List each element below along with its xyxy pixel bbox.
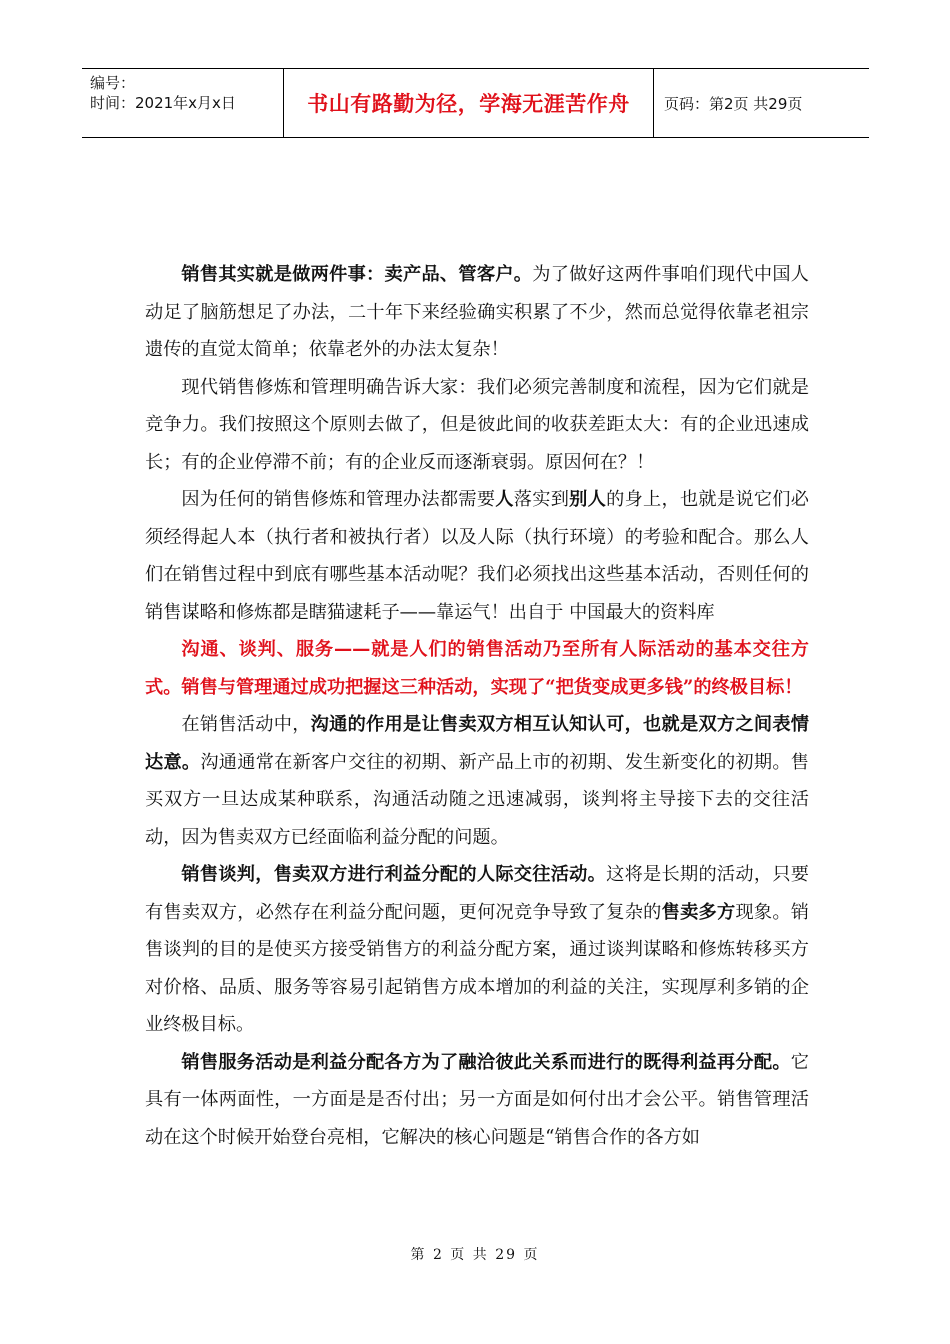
text-run: 因为任何的销售修炼和管理办法都需要: [181, 489, 496, 510]
text-run: 的身上，也就是说它们必须经得起人本（执行者和被执行者）以及人际（执行环境）的考验和配合。那么人们在销售过程中到底有哪些基本活动呢？我们必须找出这些基本活动，否则任何的销售谋略和修炼都是瞎猫逮耗子——靠运气！出自于 中国最大的资料库: [145, 489, 809, 623]
bold-text-run: 沟通的作用是让售卖双方相互认知认可，也就是双方之间表情达意。: [145, 714, 809, 773]
text-run: 在销售活动中，: [181, 714, 311, 735]
paragraph: [145, 369, 809, 482]
text-run: 它具有一体两面性，一方面是是否付出；另一方面是如何付出才会公平。销售管理活动在这个时候开始登台亮相，它解决的核心问题是“销售合作的各方如: [145, 1051, 809, 1148]
bold-text-run: 销售其实就是做两件事：卖产品、管客户。: [181, 264, 533, 285]
document-header: [82, 68, 869, 138]
header-page-info: 页码：第2页 共29页: [664, 94, 803, 113]
time-label: 时间：2021年x月x日: [90, 94, 236, 112]
text-run: 沟通通常在新客户交往的初期、新产品上市的初期、发生新变化的初期。售买双方一旦达成某种联系，沟通活动随之迅速减弱，谈判将主导接下去的交往活动，因为售卖双方已经面临利益分配的问题。: [145, 751, 809, 848]
bold-text-run: 别人: [569, 489, 607, 510]
text-run: 现象。销售谈判的目的是使买方接受销售方的利益分配方案，通过谈判谋略和修炼转移买方对价格、品质、服务等容易引起销售方成本增加的利益的关注，实现厚利多销的企业终极目标。: [145, 901, 809, 1035]
bold-text-run: 人: [495, 489, 514, 510]
paragraph: [145, 706, 809, 856]
number-label: 编号：: [90, 74, 136, 92]
text-run: 落实到: [513, 489, 570, 510]
text-run: 这将是长期的活动，只要有售卖双方，必然存在利益分配问题，更何况竞争导致了复杂的: [145, 864, 809, 923]
document-body: [145, 256, 809, 1156]
paragraph: [145, 1044, 809, 1157]
text-run: 现代销售修炼和管理明确告诉大家：我们必须完善制度和流程，因为它们就是竞争力。我们按照这个原则去做了，但是彼此间的收获差距太大：有的企业迅速成长；有的企业停滞不前；有的企业反而逐渐衰弱。原因何在？！: [145, 376, 809, 473]
header-meta: [82, 69, 284, 137]
bold-text-run: 销售服务活动是利益分配各方为了融洽彼此关系而进行的既得利益再分配。: [181, 1051, 791, 1073]
bold-text-run: 售卖多方: [661, 901, 736, 923]
paragraph: [145, 631, 809, 706]
header-motto: 书山有路勤为径，学海无涯苦作舟: [284, 69, 654, 137]
page-footer: 第 2 页 共 29 页: [410, 1247, 540, 1263]
bold-text-run: 销售谈判，售卖双方进行利益分配的人际交往活动。: [181, 864, 607, 885]
paragraph: [145, 856, 809, 1044]
paragraph: [145, 256, 809, 369]
highlight-text-run: 沟通、谈判、服务——就是人们的销售活动乃至所有人际活动的基本交往方式。销售与管理通过成功把握这三种活动，实现了“把货变成更多钱”的终极目标！: [145, 639, 809, 698]
paragraph: [145, 481, 809, 631]
text-run: 为了做好这两件事咱们现代中国人动足了脑筋想足了办法，二十年下来经验确实积累了不少，然而总觉得依靠老祖宗遗传的直觉太简单；依靠老外的办法太复杂！: [145, 264, 809, 360]
